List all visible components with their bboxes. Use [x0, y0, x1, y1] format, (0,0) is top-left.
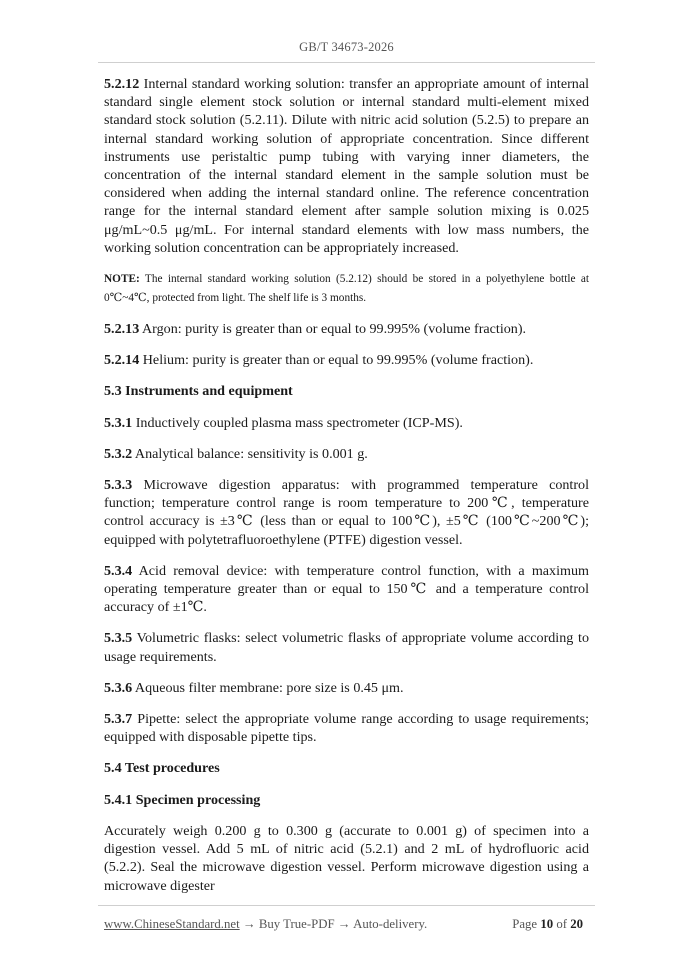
clause-text: Pipette: select the appropriate volume range according to usage requirements; equipped with disposable pipette tips. — [104, 711, 589, 746]
page-label: Page — [512, 917, 538, 931]
section-heading — [104, 382, 589, 400]
clause-number: NOTE: — [104, 273, 140, 286]
clause-number: 5.3.6 — [104, 679, 133, 696]
clause-number: 5.3.4 — [104, 562, 133, 579]
heading-text: 5.3 Instruments and equipment — [104, 383, 293, 400]
clause-number: 5.2.12 — [104, 76, 140, 92]
clause-paragraph — [104, 679, 589, 697]
header-divider — [98, 62, 595, 63]
section-heading — [104, 791, 589, 809]
clause-paragraph — [104, 351, 589, 369]
page-indicator — [512, 917, 583, 932]
page-of: of — [556, 917, 567, 931]
document-id-header: GB/T 34673-2026 — [299, 40, 394, 54]
clause-text: Inductively coupled plasma mass spectrometer (ICP-MS). — [132, 414, 463, 431]
clause-paragraph — [104, 320, 589, 338]
clause-number: 5.2.13 — [104, 321, 140, 338]
clause-number: 5.3.1 — [104, 414, 133, 431]
clause-paragraph — [104, 75, 589, 257]
clause-text: Volumetric flasks: select volumetric flasks of appropriate volume according to usage requirements. — [104, 630, 589, 665]
clause-paragraph — [104, 445, 589, 463]
clause-text: Acid removal device: with temperature control function, with a maximum operating temperature greater than or equal to 150℃ and a temperature control accuracy of ±1℃. — [104, 562, 589, 616]
document-body — [104, 75, 589, 908]
clause-paragraph — [104, 414, 589, 432]
clause-text: The internal standard working solution (5.2.12) should be stored in a polyethylene bottle at 0℃~4℃, protected from light. The shelf life is 3 months. — [104, 273, 589, 304]
clause-text: Aqueous filter membrane: pore size is 0.45 μm. — [132, 679, 404, 696]
page-current: 10 — [540, 917, 554, 931]
clause-number: 5.3.3 — [104, 477, 133, 494]
clause-paragraph — [104, 822, 589, 895]
clause-text: Internal standard working solution: transfer an appropriate amount of internal standard single element stock solution or internal standard multi-element mixed standard stock solution (5.2.11). Dilute with nitric acid solution (5.2.5) to prepare an internal standard working solution of appropriate concentration. Since different instruments use peristaltic pump tubing with varying inner diameters, the concentration of the internal standard element in the sample solution must be considered when adding the internal standard online. The reference concentration range for the internal standard element after sample solution mixing is 0.025 μg/mL~0.5 μg/mL. For internal standard elements with low mass numbers, the working solution concentration can be appropriately increased. — [104, 76, 589, 256]
clause-number: 5.3.7 — [104, 711, 133, 728]
clause-paragraph — [104, 476, 589, 549]
clause-text: Argon: purity is greater than or equal to 99.995% (volume fraction). — [139, 321, 527, 338]
clause-text: Accurately weigh 0.200 g to 0.300 g (accurate to 0.001 g) of specimen into a digestion vessel. Add 5 mL of nitric acid (5.2.1) and 2 mL of hydrofluoric acid (5.2.2). Seal the microwave digestion vessel. Perform microwave digestion using a microwave digester — [104, 822, 589, 894]
heading-text: 5.4 Test procedures — [104, 760, 220, 777]
clause-number: 5.3.5 — [104, 630, 133, 647]
clause-number: 5.3.2 — [104, 445, 133, 462]
note-paragraph — [104, 270, 589, 307]
clause-paragraph — [104, 629, 589, 665]
website-link[interactable]: www.ChineseStandard.net — [104, 917, 240, 931]
section-heading — [104, 759, 589, 777]
clause-paragraph — [104, 562, 589, 617]
clause-text: Analytical balance: sensitivity is 0.001 g. — [132, 445, 368, 462]
footer-nav — [104, 917, 427, 932]
footer-nav-text: → Buy True-PDF → Auto-delivery. — [239, 917, 428, 931]
clause-number: 5.2.14 — [104, 352, 140, 369]
clause-paragraph — [104, 710, 589, 746]
heading-text: 5.4.1 Specimen processing — [104, 791, 261, 808]
clause-text: Helium: purity is greater than or equal to 99.995% (volume fraction). — [139, 352, 534, 369]
footer-divider — [98, 905, 595, 906]
clause-text: Microwave digestion apparatus: with programmed temperature control function; temperature control range is room temperature to 200℃, temperature control accuracy is ±3℃ (less than or equal to 100℃), ±5℃ (100℃~200℃); equipped with polytetrafluoroethylene (PTFE) digestion vessel. — [104, 477, 589, 548]
page-total: 20 — [570, 917, 583, 931]
